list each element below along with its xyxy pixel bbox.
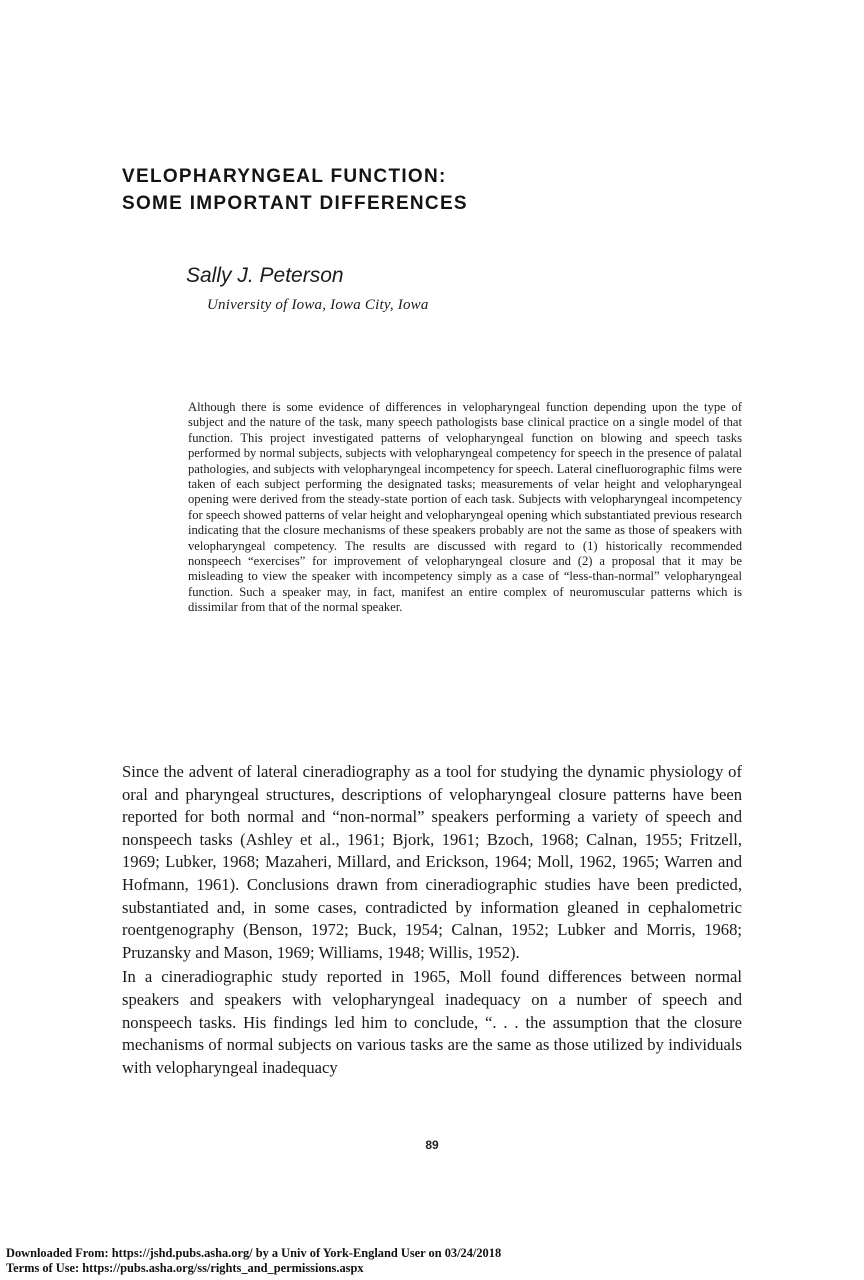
downloaded-from-line: Downloaded From: https://jshd.pubs.asha.org/ by a Univ of York-England User on 03/24/2018 [6,1246,502,1260]
body-text [122,761,742,1079]
download-footer [6,1246,501,1276]
body-paragraph-2: In a cineradiographic study reported in 1965, Moll found differences between normal speakers and speakers with velopharyngeal inadequacy on a number of speech and nonspeech tasks. His findings led him to conclude, “. . . the assumption that the closure mechanisms of normal subjects on various tasks are the same as those utilized by individuals with velopharyngeal inadequacy [122,967,742,1077]
page-number: 89 [425,1138,439,1152]
abstract: Although there is some evidence of differences in velopharyngeal function depending upon the type of subject and the nature of the task, many speech pathologists base clinical practice on a single model of that function. This project investigated patterns of velopharyngeal function on blowing and speech tasks performed by normal subjects, subjects with velopharyngeal competency for speech in the presence of palatal pathologies, and subjects with velopharyngeal incompetency for speech. Lateral cinefluorographic films were taken of each subject performing the designated tasks; measurements of velar height and velopharyngeal opening were derived from the steady-state portion of each task. Subjects with velopharyngeal incompetency for speech showed patterns of velar height and velopharyngeal opening which substantiated previous research indicating that the closure mechanisms of these speakers probably are not the same as those of speakers with velopharyngeal competency. The results are discussed with regard to (1) historically recommended nonspeech “exercises” for improvement of velopharyngeal closure and (2) a proposal that it may be misleading to view the speaker with incompetency simply as a case of “less-than-normal” velopharyngeal function. Such a speaker may, in fact, manifest an entire complex of neuromuscular patterns which is dissimilar from that of the normal speaker. [188,400,742,615]
author-name: Sally J. Peterson [186,264,344,287]
author-affiliation: University of Iowa, Iowa City, Iowa [207,297,429,313]
body-paragraph-1: Since the advent of lateral cineradiography as a tool for studying the dynamic physiology of oral and pharyngeal structures, descriptions of velopharyngeal closure patterns have been reported for both normal and “non-normal” speakers performing a variety of speech and nonspeech tasks (Ashley et al., 1961; Bjork, 1961; Bzoch, 1968; Calnan, 1955; Fritzell, 1969; Lubker, 1968; Mazaheri, Millard, and Erickson, 1964; Moll, 1962, 1965; Warren and Hofmann, 1961). Conclusions drawn from cineradiographic studies have been predicted, substantiated and, in some cases, contradicted by information gleaned in cephalometric roentgenography (Benson, 1972; Buck, 1954; Calnan, 1952; Lubker and Morris, 1968; Pruzansky and Mason, 1969; Williams, 1948; Willis, 1952). [122,762,742,962]
article-title-line-1: VELOPHARYNGEAL FUNCTION: [122,166,447,187]
article-title-line-2: SOME IMPORTANT DIFFERENCES [122,193,468,214]
article-title [122,163,762,217]
terms-of-use-line: Terms of Use: https://pubs.asha.org/ss/rights_and_permissions.aspx [6,1261,364,1275]
